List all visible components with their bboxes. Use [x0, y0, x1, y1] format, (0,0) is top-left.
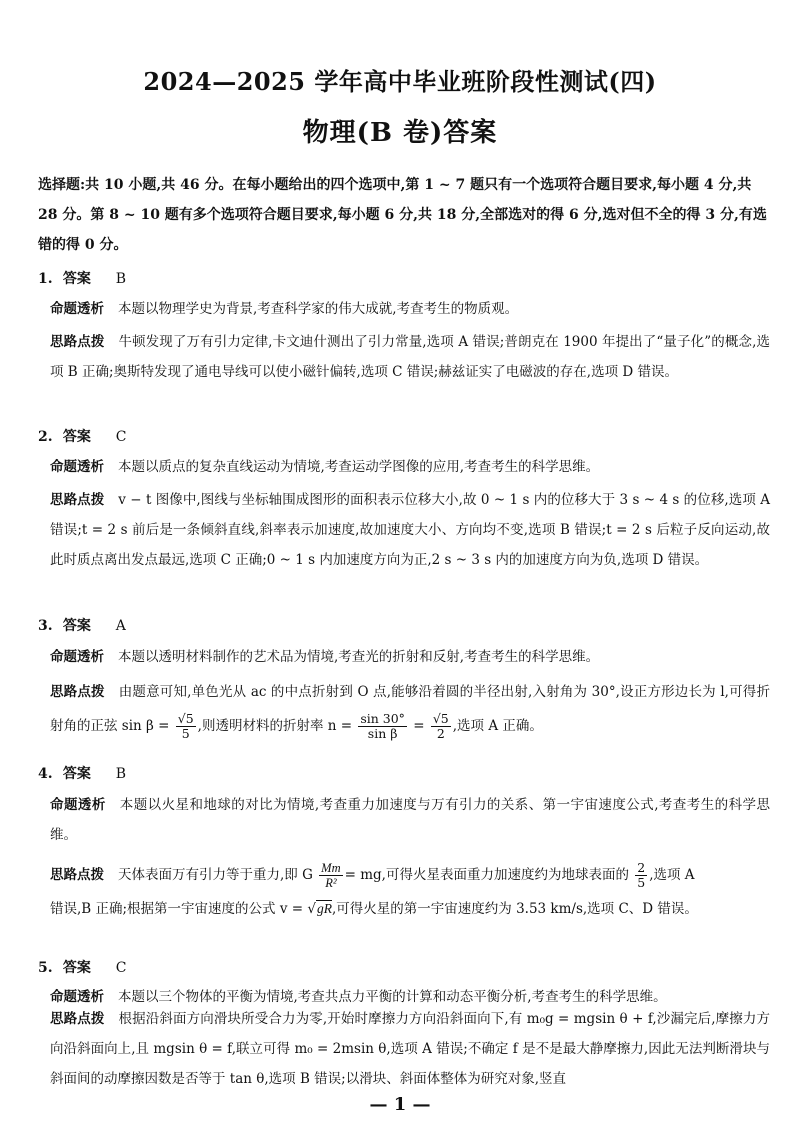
- fraction-sin30-over-sinb: [358, 712, 407, 741]
- question-4-hint: 思路点拨 天体表面万有引力等于重力,即 G $\frac{Mm}{\text{R²}}$ = mg,可得火星表面重力加速度约为地球表面的 $\frac{2}{5}$ ,选项 A 错误,B 正确;根据第一宇宙速度的公式 v = √gR,可得火星的第一宇宙速度约为 3.53 km/s,选项 C、D 错误。: [50, 860, 698, 917]
- question-2-header: [38, 425, 768, 449]
- analysis-label: 命题透析: [50, 989, 104, 1005]
- hint-label: 思路点拨: [50, 492, 105, 508]
- answer-value: A: [115, 618, 126, 634]
- fraction-Mm-over-R2: [319, 861, 342, 890]
- denominator: sin β: [367, 726, 398, 741]
- numerator: sin 30°: [360, 711, 405, 726]
- hint-text: 根据沿斜面方向滑块所受合力为零,开始时摩擦力方向沿斜面向下,有 m₀g = mgsin θ + f,沙漏完后,摩擦力方向沿斜面向上,且 mgsin θ = f,联立可得 m₀ = 2msin θ,选项 A 错误;不确定 f 是不是最大静摩擦力,因此无法判断滑块与斜面间的动摩擦因数是否等于 tan θ,选项 B 错误;以滑块、斜面体整体为研究对象,竖直: [50, 1011, 771, 1087]
- fraction-sqrt5-over-5: [176, 712, 196, 741]
- question-4-header: [38, 762, 768, 786]
- analysis-text: 本题以三个物体的平衡为情境,考查共点力平衡的计算和动态平衡分析,考查考生的科学思维。: [118, 989, 667, 1005]
- numerator: Mm: [321, 861, 341, 875]
- hint-text-b: ,则透明材料的折射率 n =: [197, 718, 353, 734]
- question-1-hint: [50, 327, 770, 387]
- fraction-sqrt5-over-2: [431, 712, 451, 741]
- question-3-hint: 思路点拨 由题意可知,单色光从 ac 的中点折射到 O 点,能够沿着圆的半径出射,入射角为 30°,设正方形边长为 l,可得折射角的正弦 sin β = $\frac{√5}{5}$ ,则透明材料的折射率 n = $\frac{\sin 30^\circ}{\text{sin β}}$ = $\frac{√5}{2}$ ,选项 A 正确。: [50, 684, 770, 741]
- question-5-hint: [50, 1004, 770, 1094]
- question-2-analysis: [50, 452, 770, 482]
- numerator: √5: [432, 711, 449, 726]
- analysis-text: 本题以物理学史为背景,考查科学家的伟大成就,考查考生的物质观。: [118, 301, 519, 317]
- answer-value: B: [115, 271, 127, 287]
- question-number: 4.: [38, 766, 53, 782]
- answer-value: B: [115, 766, 127, 782]
- answer-label: 答案: [62, 960, 91, 976]
- hint-label: 思路点拨: [50, 867, 104, 883]
- analysis-label: 命题透析: [50, 649, 104, 665]
- document-subtitle: 物理(B 卷)答案: [302, 118, 498, 148]
- numerator: √5: [177, 711, 194, 726]
- hint-text-c: ,选项 A 正确。: [452, 718, 543, 734]
- question-3-analysis: [50, 642, 770, 672]
- question-3-header: [38, 614, 768, 638]
- answer-label: 答案: [62, 271, 91, 287]
- fraction-2-over-5: [635, 861, 647, 890]
- analysis-label: 命题透析: [50, 459, 104, 475]
- analysis-label: 命题透析: [50, 797, 106, 813]
- hint-text-e: ,可得火星的第一宇宙速度约为 3.53 km/s,选项 C、D 错误。: [331, 901, 698, 917]
- hint-text-a: 天体表面万有引力等于重力,即 G: [118, 867, 313, 883]
- answer-value: C: [115, 429, 127, 445]
- analysis-text: 本题以质点的复杂直线运动为情境,考查运动学图像的应用,考查考生的科学思维。: [118, 459, 600, 475]
- hint-text-a: 由题意可知,单色光从 ac 的中点折射到 O 点,能够沿着圆的半径出射,入射角为 30°,设正方形边长为 l,可得折射角的正弦 sin β =: [50, 684, 770, 734]
- answer-value: C: [115, 960, 127, 976]
- analysis-label: 命题透析: [50, 301, 104, 317]
- question-1-analysis: [50, 294, 770, 324]
- denominator: 2: [436, 726, 445, 741]
- hint-text: 牛顿发现了万有引力定律,卡文迪什测出了引力常量,选项 A 错误;普朗克在 1900 年提出了“量子化”的概念,选项 B 正确;奥斯特发现了通电导线可以使小磁针偏转,选项 C 错误;赫兹证实了电磁波的存在,选项 D 错误。: [50, 334, 771, 380]
- hint-text-b: = mg,可得火星表面重力加速度约为地球表面的: [344, 867, 629, 883]
- document-title: 2024—2025 学年高中毕业班阶段性测试(四): [143, 67, 657, 96]
- instructions-paragraph: 选择题:共 10 小题,共 46 分。在每小题给出的四个选项中,第 1 ~ 7 题只有一个选项符合题目要求,每小题 4 分,共 28 分。第 8 ~ 10 题有多个选项符合题目要求,每小题 6 分,共 18 分,全部选对的得 6 分,选对但不全的得 3 分,有选错的得 0 分。: [38, 177, 767, 253]
- question-number: 1.: [38, 271, 53, 287]
- denominator: R²: [325, 876, 337, 890]
- hint-text-d: 错误,B 正确;根据第一宇宙速度的公式 v =: [50, 901, 304, 917]
- question-4-analysis: [50, 790, 770, 850]
- question-5-header: [38, 956, 768, 980]
- question-1-header: [38, 267, 768, 291]
- question-number: 5.: [38, 960, 53, 976]
- hint-label: 思路点拨: [50, 334, 105, 350]
- page-number: — 1 —: [369, 1094, 431, 1115]
- hint-text-c: ,选项 A: [649, 867, 695, 883]
- hint-label: 思路点拨: [50, 684, 105, 700]
- analysis-text: 本题以火星和地球的对比为情境,考查重力加速度与万有引力的关系、第一宇宙速度公式,考查考生的科学思维。: [50, 797, 770, 843]
- answer-label: 答案: [62, 429, 91, 445]
- numerator: 2: [637, 860, 646, 875]
- answer-label: 答案: [62, 766, 91, 782]
- sqrt-gR: gR: [316, 901, 332, 916]
- hint-label: 思路点拨: [50, 1011, 105, 1027]
- answer-label: 答案: [62, 618, 91, 634]
- denominator: 5: [637, 875, 646, 890]
- analysis-text: 本题以透明材料制作的艺术品为情境,考查光的折射和反射,考查考生的科学思维。: [118, 649, 600, 665]
- denominator: 5: [181, 726, 190, 741]
- question-number: 3.: [38, 618, 53, 634]
- hint-text: v − t 图像中,图线与坐标轴围成图形的面积表示位移大小,故 0 ~ 1 s 内的位移大于 3 s ~ 4 s 的位移,选项 A 错误;t = 2 s 前后是一条倾斜直线,斜率表示加速度,故加速度大小、方向均不变,选项 B 错误;t = 2 s 后粒子反向运动,故此时质点离出发点最远,选项 C 正确;0 ~ 1 s 内加速度方向为正,2 s ~ 3 s 内的加速度方向为负,选项 D 错误。: [50, 492, 770, 568]
- question-number: 2.: [38, 429, 53, 445]
- question-2-hint: [50, 485, 770, 575]
